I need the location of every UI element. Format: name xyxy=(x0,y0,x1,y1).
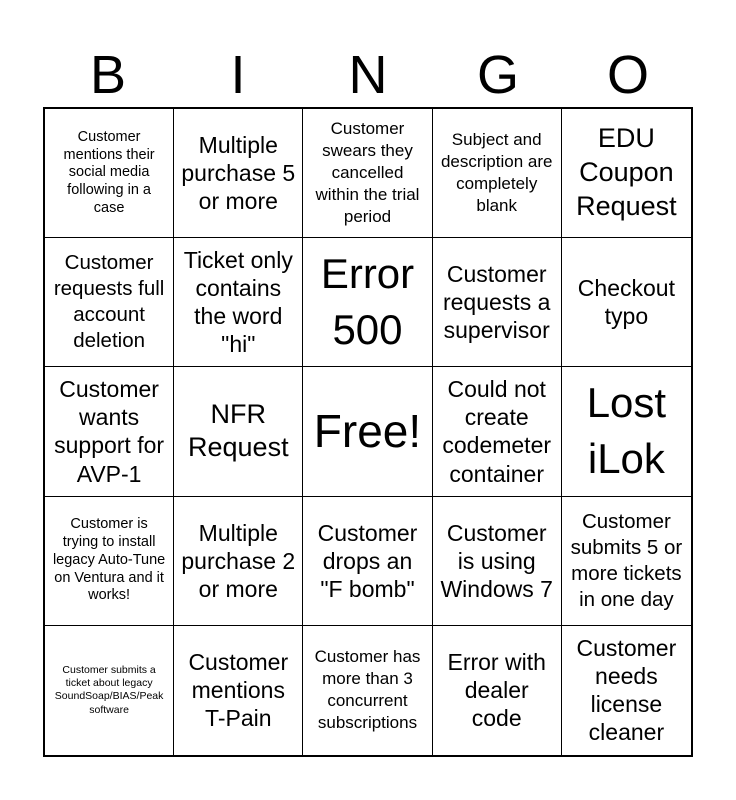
cell-text: Customer swears they cancelled within the trial period xyxy=(315,118,420,227)
cell-text: Customer drops an "F bomb" xyxy=(317,519,418,602)
bingo-cell[interactable] xyxy=(174,109,303,238)
cell-text: Error 500 xyxy=(320,249,415,354)
cell-text: Checkout typo xyxy=(577,275,675,330)
cell-text: Customer submits 5 or more tickets in one day xyxy=(570,509,683,611)
cell-text: Multiple purchase 5 or more xyxy=(181,132,296,215)
header-letter-i: I xyxy=(230,45,246,105)
cell-text: Customer wants support for AVP-1 xyxy=(54,376,165,487)
bingo-cell[interactable] xyxy=(562,238,691,367)
cell-text: EDU Coupon Request xyxy=(576,123,677,221)
cell-text: Customer has more than 3 concurrent subscriptions xyxy=(314,647,421,733)
cell-text: NFR Request xyxy=(188,398,289,463)
bingo-cell[interactable] xyxy=(174,497,303,626)
bingo-cell[interactable] xyxy=(45,109,174,238)
bingo-cell[interactable] xyxy=(562,497,691,626)
bingo-cell[interactable] xyxy=(45,238,174,367)
cell-text: Subject and description are completely blank xyxy=(440,129,553,216)
bingo-cell[interactable] xyxy=(45,497,174,626)
bingo-cell[interactable] xyxy=(433,626,562,755)
bingo-cell[interactable] xyxy=(562,367,691,496)
bingo-cell[interactable] xyxy=(174,238,303,367)
bingo-header xyxy=(43,42,693,108)
bingo-cell[interactable] xyxy=(433,109,562,238)
free-space-cell[interactable] xyxy=(303,367,432,496)
bingo-cell[interactable] xyxy=(433,367,562,496)
bingo-cell[interactable] xyxy=(303,497,432,626)
bingo-cell[interactable] xyxy=(433,497,562,626)
bingo-cell[interactable] xyxy=(45,367,174,496)
cell-text: Customer submits a ticket about legacy SoundSoap/BIAS/Peak software xyxy=(54,664,164,716)
header-letter-o: O xyxy=(606,45,649,105)
cell-text: Could not create codemeter container xyxy=(442,376,552,487)
bingo-board xyxy=(43,107,693,757)
cell-text: Free! xyxy=(313,404,422,457)
cell-text: Customer is trying to install legacy Auto-Tune on Ventura and it works! xyxy=(52,516,166,604)
cell-text: Customer requests full account deletion xyxy=(53,251,165,353)
cell-text: Customer mentions T-Pain xyxy=(188,649,289,732)
cell-text: Error with dealer code xyxy=(447,649,546,732)
bingo-cell[interactable] xyxy=(433,238,562,367)
bingo-cell[interactable] xyxy=(562,109,691,238)
header-letter-g: G xyxy=(476,45,519,105)
header-letter-b: B xyxy=(89,45,127,105)
cell-text: Customer needs license cleaner xyxy=(576,635,677,746)
bingo-cell[interactable] xyxy=(303,238,432,367)
cell-text: Multiple purchase 2 or more xyxy=(181,519,296,602)
bingo-cell[interactable] xyxy=(45,626,174,755)
header-letter-n: N xyxy=(348,45,388,105)
cell-text: Customer mentions their social media following in a case xyxy=(63,128,155,216)
cell-text: Customer is using Windows 7 xyxy=(440,519,553,602)
cell-text: Customer requests a supervisor xyxy=(442,261,551,344)
bingo-cell[interactable] xyxy=(562,626,691,755)
bingo-cell[interactable] xyxy=(303,109,432,238)
cell-text: Lost iLok xyxy=(586,378,667,483)
bingo-cell[interactable] xyxy=(174,626,303,755)
cell-text: Ticket only contains the word "hi" xyxy=(183,247,293,358)
bingo-cell[interactable] xyxy=(303,626,432,755)
bingo-cell[interactable] xyxy=(174,367,303,496)
